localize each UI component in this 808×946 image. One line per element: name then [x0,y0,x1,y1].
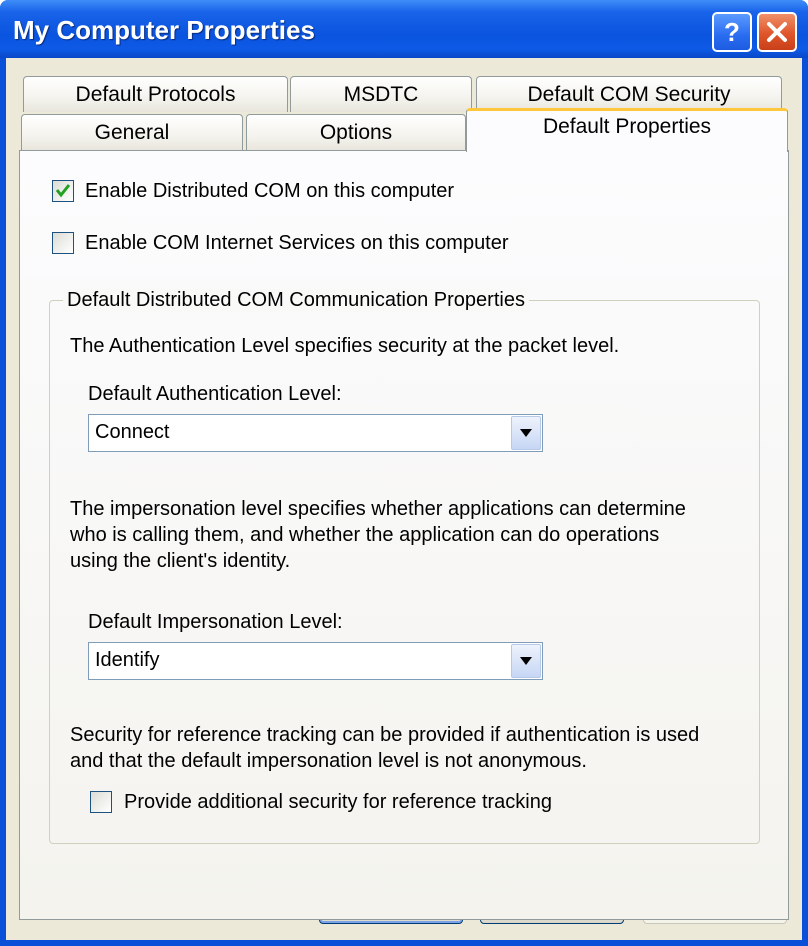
authentication-level-dropdown[interactable] [88,414,543,452]
enable-cis-checkbox[interactable] [52,232,74,254]
tab-options[interactable] [246,114,466,150]
enable-cis-label: Enable COM Internet Services on this computer [85,232,509,254]
tab-msdtc[interactable] [290,76,472,112]
reference-tracking-description-line1: Security for reference tracking can be provided if authentication is used [70,724,700,746]
reference-tracking-checkbox[interactable] [90,791,112,813]
reference-tracking-label: Provide additional security for reference tracking [124,791,552,813]
impersonation-description-line1: The impersonation level specifies whether applications can determine [70,498,686,520]
chevron-down-icon [519,428,533,438]
help-icon: ? [724,17,740,47]
authentication-level-value: Connect [95,421,170,443]
close-icon [766,21,788,43]
dialog-client-area [6,58,802,940]
authentication-dropdown-button[interactable] [511,416,541,450]
tab-label: Default Properties [542,115,712,138]
tab-label: MSDTC [343,83,419,106]
reference-tracking-description-line2: and that the default impersonation level is not anonymous. [70,750,587,772]
impersonation-level-dropdown[interactable] [88,642,543,680]
enable-dcom-checkbox[interactable] [52,180,74,202]
enable-dcom-label: Enable Distributed COM on this computer [85,180,455,202]
tab-label: Options [319,121,393,144]
tab-default-protocols[interactable] [23,76,288,112]
title-bar[interactable] [0,0,808,58]
tab-label: Default COM Security [527,83,731,106]
impersonation-level-value: Identify [95,649,160,671]
impersonation-description-line2: who is calling them, and whether the application can do operations [70,524,660,546]
tab-default-properties[interactable] [466,108,788,152]
authentication-description: The Authentication Level specifies security at the packet level. [70,335,620,357]
tab-label: General [94,121,170,144]
dcom-communication-groupbox [49,289,760,844]
tab-general[interactable] [21,114,243,150]
tab-default-com-security[interactable] [476,76,782,112]
impersonation-dropdown-button[interactable] [511,644,541,678]
help-button[interactable] [712,12,752,52]
checkmark-icon [53,181,73,201]
impersonation-level-label: Default Impersonation Level: [88,611,343,633]
authentication-level-label: Default Authentication Level: [88,383,342,405]
window-title: My Computer Properties [13,15,315,45]
tab-panel-default-properties [19,150,789,920]
groupbox-title: Default Distributed COM Communication Properties [63,289,529,312]
close-button[interactable] [757,12,797,52]
chevron-down-icon [519,656,533,666]
tab-label: Default Protocols [75,83,236,106]
impersonation-description-line3: using the client's identity. [70,550,291,572]
